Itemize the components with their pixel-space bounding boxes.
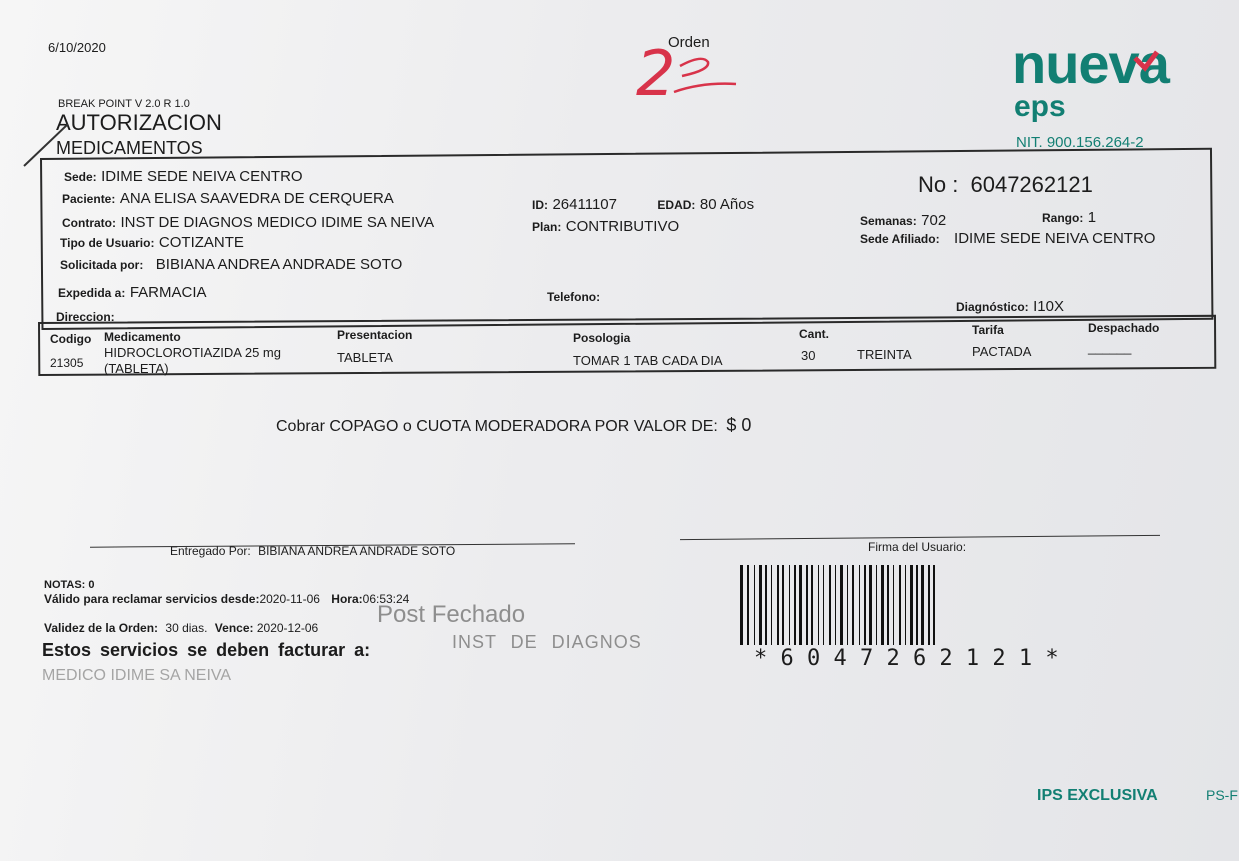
sede-value: IDIME SEDE NEIVA CENTRO (101, 168, 303, 185)
facturar-entity-line2: MEDICO IDIME SA NEIVA (42, 667, 232, 684)
plan-value: CONTRIBUTIVO (565, 218, 680, 235)
barcode-bar (747, 565, 749, 645)
document-date: 6/10/2020 (48, 40, 106, 55)
barcode-bar (859, 565, 860, 645)
sede-afiliado-label: Sede Afiliado: (860, 232, 940, 246)
firma-label: Firma del Usuario: (868, 540, 967, 554)
barcode-bar (811, 565, 813, 645)
sede-row (64, 168, 303, 186)
hora-value: 06:53:24 (362, 592, 410, 606)
barcode-bar (806, 565, 808, 645)
expedida-value: FARMACIA (129, 284, 207, 301)
order-number-row (918, 172, 1093, 198)
validez-value: 30 (165, 621, 179, 635)
document-subtitle: MEDICAMENTOS (56, 138, 203, 158)
barcode-bar (829, 565, 831, 645)
telefono-label: Telefono: (547, 290, 601, 304)
barcode-bar (881, 565, 884, 645)
barcode-bar (799, 565, 802, 645)
id-value: 26411107 (552, 196, 617, 213)
edad-label: EDAD: (657, 198, 696, 212)
plan-row (532, 218, 679, 236)
order-number-handwritten: 2 (636, 37, 676, 110)
barcode-bar (864, 565, 866, 645)
order-no-value: 6047262121 (970, 172, 1093, 197)
tipo-usuario-row (60, 234, 244, 252)
contrato-row (62, 214, 434, 232)
barcode-bar (893, 565, 894, 645)
barcode-text: * 6 0 4 7 2 6 2 1 2 1 * (754, 646, 1059, 671)
validez-dias: dias. (182, 621, 208, 635)
hora-label: Hora: (331, 592, 363, 606)
facturar-entity-line1: INST DE DIAGNOS (452, 632, 642, 652)
semanas-row (860, 212, 946, 230)
row-despachado: ______ (1088, 340, 1132, 355)
barcode-bar (887, 565, 889, 645)
barcode-bar (782, 565, 784, 645)
logo-sub: eps (1014, 90, 1066, 123)
order-label: Orden (668, 34, 710, 51)
header-posologia: Posologia (573, 331, 631, 345)
id-row (532, 196, 754, 214)
expedida-label: Expedida a: (58, 286, 126, 300)
header-codigo: Codigo (50, 332, 92, 346)
copago-value: $ 0 (726, 415, 752, 435)
diagnostico-label: Diagnóstico: (956, 300, 1029, 314)
contrato-label: Contrato: (62, 216, 116, 230)
barcode-bar (754, 565, 755, 645)
barcode-bar (905, 565, 906, 645)
barcode-bar (916, 565, 918, 645)
validez-label: Validez de la Orden: (44, 621, 159, 635)
header-presentacion: Presentacion (337, 328, 413, 342)
plan-label: Plan: (532, 220, 562, 234)
entregado-row (170, 544, 455, 558)
copago-row (276, 415, 751, 436)
barcode-bar (789, 565, 790, 645)
sede-label: Sede: (64, 170, 97, 184)
row-medicamento: HIDROCLOROTIAZIDA 25 mg (104, 345, 281, 360)
solicitada-label: Solicitada por: (60, 258, 144, 272)
row-presentacion: TABLETA (337, 350, 393, 365)
tipo-usuario-value: COTIZANTE (158, 234, 244, 251)
barcode-bar (840, 565, 843, 645)
paciente-value: ANA ELISA SAAVEDRA DE CERQUERA (119, 190, 394, 207)
row-posologia: TOMAR 1 TAB CADA DIA (573, 353, 723, 368)
notas: NOTAS: 0 (44, 579, 95, 591)
paciente-label: Paciente: (62, 192, 116, 206)
header-tarifa: Tarifa (972, 323, 1004, 337)
sede-afiliado-value: IDIME SEDE NEIVA CENTRO (954, 230, 1156, 247)
barcode (740, 565, 1128, 645)
barcode-bar (869, 565, 872, 645)
barcode-bar (835, 565, 836, 645)
valido-fecha: 2020-11-06 (259, 592, 320, 606)
row-tarifa: PACTADA (972, 344, 1032, 359)
row-codigo: 21305 (50, 356, 84, 370)
rango-value: 1 (1087, 209, 1097, 226)
barcode-bar (933, 565, 935, 645)
solicitada-value: BIBIANA ANDREA ANDRADE SOTO (155, 256, 403, 273)
diagnostico-value: I10X (1033, 298, 1064, 315)
ips-exclusiva: IPS EXCLUSIVA (1037, 787, 1158, 804)
header-medicamento: Medicamento (104, 330, 181, 344)
barcode-bar (759, 565, 762, 645)
barcode-bar (794, 565, 796, 645)
facturar-label: Estos servicios se deben facturar a: (42, 640, 371, 660)
semanas-value: 702 (921, 212, 947, 229)
row-medicamento-form: (TABLETA) (104, 361, 169, 376)
software-version: BREAK POINT V 2.0 R 1.0 (58, 98, 190, 110)
row-cant: 30 (801, 348, 816, 363)
barcode-bar (876, 565, 877, 645)
copago-text: Cobrar COPAGO o CUOTA MODERADORA POR VALOR DE: (276, 418, 718, 435)
logo-nit: NIT. 900.156.264-2 (1016, 134, 1144, 151)
header-cant: Cant. (799, 327, 829, 341)
semanas-label: Semanas: (860, 214, 917, 228)
barcode-bar (847, 565, 848, 645)
barcode-bar (823, 565, 824, 645)
logo-heart-icon (1131, 48, 1161, 72)
document-title: AUTORIZACION (56, 110, 222, 135)
solicitada-row (60, 256, 402, 274)
order-no-label: No : (918, 172, 959, 197)
diagnostico-row (956, 298, 1064, 316)
barcode-bar (921, 565, 924, 645)
barcode-bar (899, 565, 901, 645)
valido-row (44, 592, 409, 606)
post-fechado-stamp: Post Fechado (377, 601, 526, 628)
ps-code: PS-F (1206, 787, 1238, 803)
sede-afiliado-row (860, 230, 1155, 248)
barcode-bar (910, 565, 913, 645)
entregado-label: Entregado Por: (170, 544, 251, 558)
row-cant-text: TREINTA (857, 347, 912, 362)
valido-label: Válido para reclamar servicios desde: (44, 592, 260, 606)
barcode-bar (771, 565, 772, 645)
rango-label: Rango: (1042, 211, 1084, 225)
header-despachado: Despachado (1088, 321, 1160, 335)
barcode-bar (765, 565, 767, 645)
id-label: ID: (532, 198, 548, 212)
handwriting-stroke-icon (672, 52, 742, 100)
direccion-label: Direccion: (56, 310, 115, 324)
barcode-bar (818, 565, 819, 645)
barcode-bar (928, 565, 930, 645)
vence-value: 2020-12-06 (256, 621, 319, 635)
edad-value: 80 Años (699, 196, 755, 213)
contrato-value: INST DE DIAGNOS MEDICO IDIME SA NEIVA (120, 214, 435, 231)
paciente-row (62, 190, 394, 208)
barcode-bar (740, 565, 743, 645)
barcode-bar (852, 565, 854, 645)
logo-brand: nueva (1012, 32, 1169, 95)
entregado-value: BIBIANA ANDREA ANDRADE SOTO (258, 544, 456, 558)
expedida-row (58, 284, 207, 302)
vence-label: Vence: (214, 621, 254, 635)
rango-row (1042, 209, 1096, 227)
tipo-usuario-label: Tipo de Usuario: (60, 236, 155, 250)
barcode-bar (777, 565, 779, 645)
validez-row (44, 621, 318, 635)
